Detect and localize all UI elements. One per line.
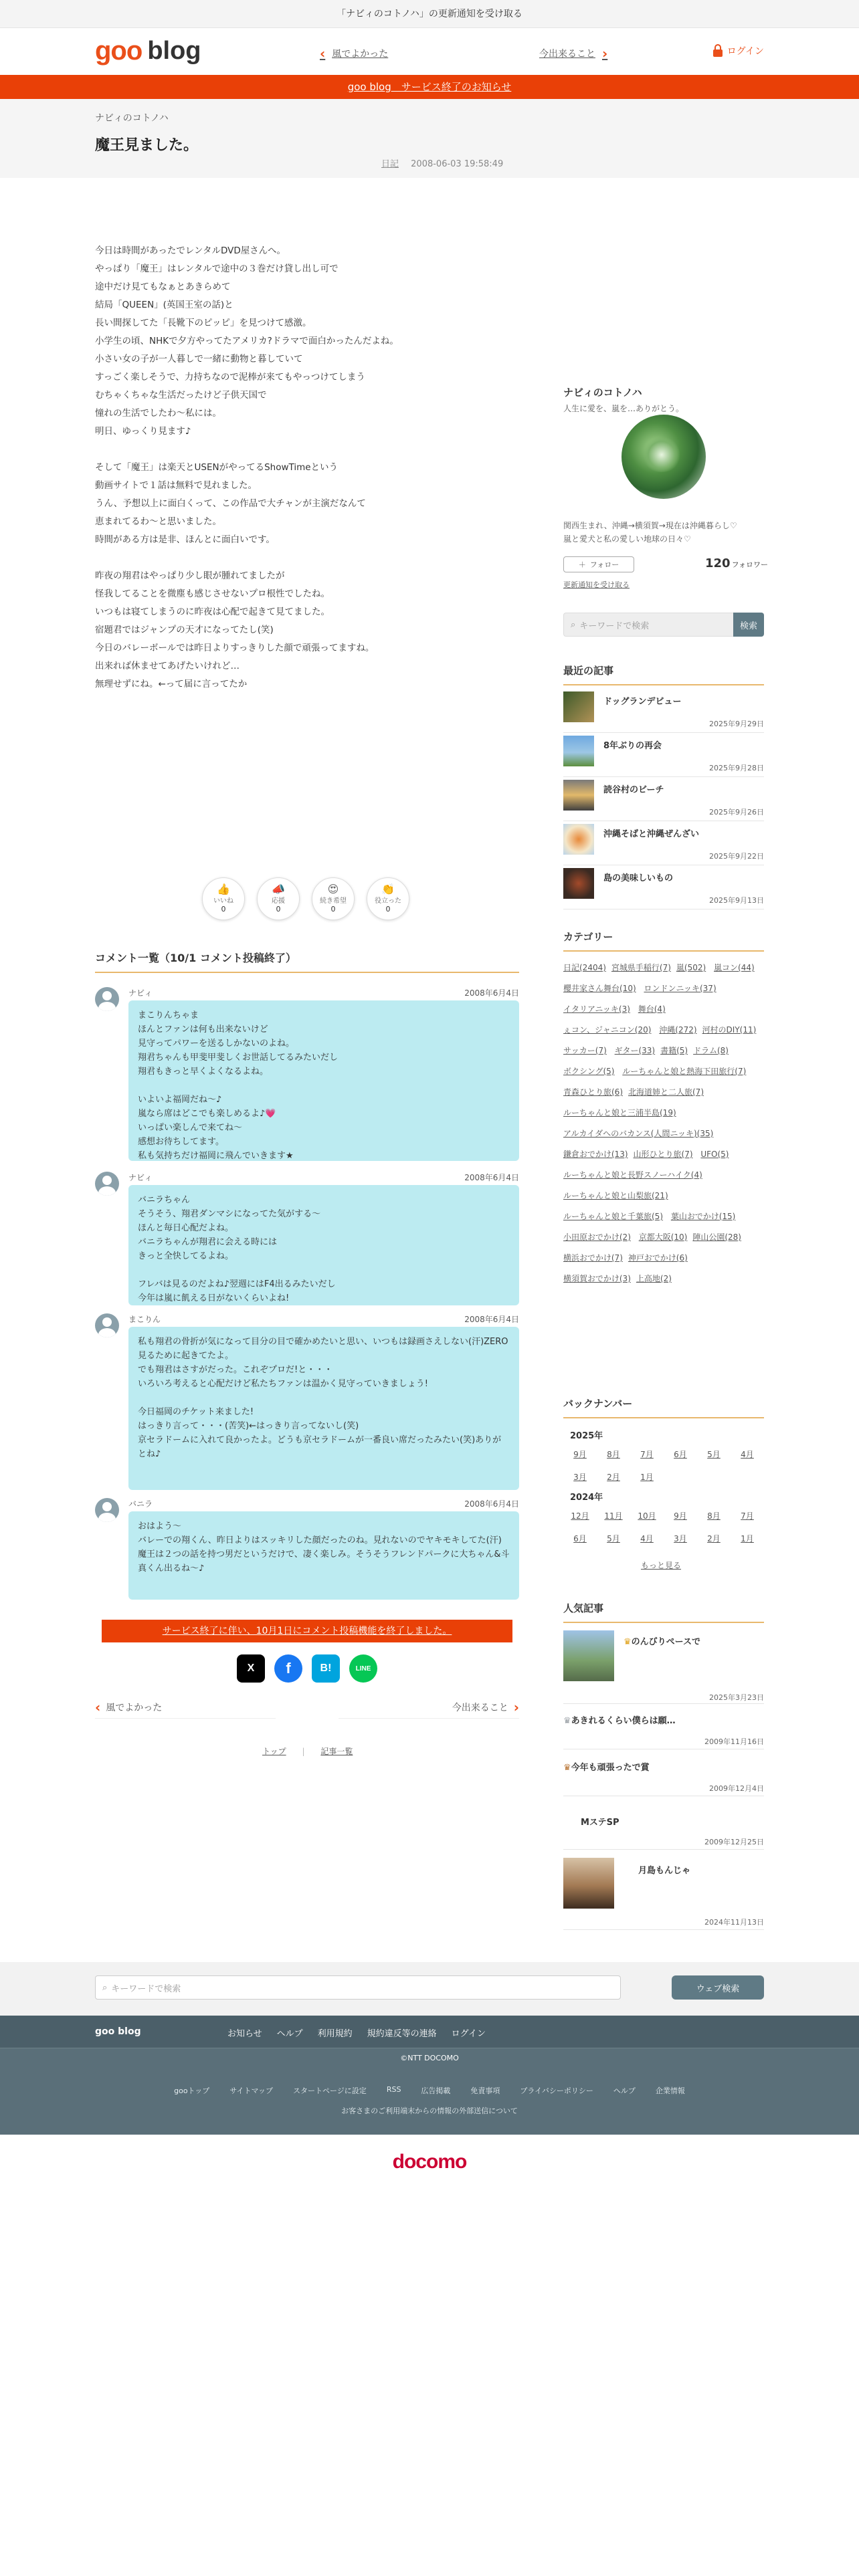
profile-name: ナビィのコトノハ bbox=[563, 387, 642, 399]
web-search-button[interactable]: ウェブ検索 bbox=[672, 1975, 764, 2000]
recent-date: 2025年9月28日 bbox=[709, 764, 764, 772]
goo-footer-link[interactable]: プライバシーポリシー bbox=[520, 2086, 593, 2095]
category-link[interactable]: ギター(33) bbox=[614, 1046, 656, 1055]
header-next-label: 今出来ること bbox=[539, 49, 595, 60]
recent-title: 沖縄そばと沖縄ぜんざい bbox=[603, 829, 700, 839]
reaction-label: 役立った bbox=[375, 897, 401, 905]
recent-thumb bbox=[563, 868, 594, 899]
month-link[interactable]: 9月 bbox=[674, 1511, 687, 1521]
follow-label: フォロー bbox=[589, 560, 619, 569]
month-link[interactable]: 8月 bbox=[707, 1511, 721, 1521]
search-icon: ⌕ bbox=[571, 619, 576, 630]
popular-thumb bbox=[563, 1858, 614, 1909]
category-link[interactable]: ボクシング(5) bbox=[563, 1067, 615, 1076]
category-link[interactable]: 葉山おでかけ(15) bbox=[670, 1212, 736, 1221]
sidebar-search-placeholder: キーワードで検索 bbox=[579, 621, 650, 631]
entry-datetime: 2008-06-03 19:58:49 bbox=[411, 159, 504, 169]
comment-author: バニラ bbox=[128, 1499, 153, 1509]
login-label: ログイン bbox=[727, 46, 764, 57]
category-link[interactable]: 櫻井家さん舞台(10) bbox=[563, 984, 636, 993]
backnumber-row bbox=[563, 1471, 764, 1483]
recent-thumb bbox=[563, 824, 594, 855]
month-link[interactable]: 2月 bbox=[607, 1473, 620, 1482]
header-prev-label: 風でよかった bbox=[332, 49, 389, 60]
comment-text: おはよう〜 バレーでの翔くん、昨日よりはスッキリした顔だったのね。見れないのでヤキモキしてた(汗) 魔王は２つの話を持つ男だというだけで、凄く楽しみ。そうそうフレンドパークに大ちゃん&斗真くん出るね〜♪ bbox=[128, 1511, 519, 1600]
reaction-label: いいね bbox=[213, 897, 233, 905]
goo-footer-link[interactable]: 免責事項 bbox=[470, 2086, 500, 2095]
category-link[interactable]: ルーちゃんと娘と三浦半島(19) bbox=[563, 1108, 676, 1117]
update-notify-bar[interactable] bbox=[0, 0, 859, 28]
popular-title-text: あきれるくらい僕らは願… bbox=[571, 1716, 676, 1726]
avatar bbox=[95, 1313, 119, 1337]
popular-date: 2024年11月13日 bbox=[704, 1918, 764, 1927]
follower-number: 120 bbox=[705, 556, 731, 570]
popular-heading: 人気記事 bbox=[563, 1601, 764, 1623]
backnumber-heading: バックナンバー bbox=[563, 1396, 764, 1418]
bottom-search-placeholder: キーワードで検索 bbox=[111, 1983, 181, 1994]
month-link[interactable]: 3月 bbox=[674, 1534, 687, 1543]
month-link[interactable]: 1月 bbox=[741, 1534, 754, 1543]
popular-title bbox=[563, 1713, 676, 1726]
recent-thumb bbox=[563, 780, 594, 811]
category-link[interactable]: 書籍(5) bbox=[660, 1046, 688, 1055]
category-link[interactable]: UFO(5) bbox=[700, 1150, 729, 1159]
popular-title: MステSP bbox=[581, 1818, 619, 1828]
month-link[interactable]: 6月 bbox=[573, 1534, 587, 1543]
reaction-cheer[interactable] bbox=[257, 877, 300, 920]
category-link[interactable]: サッカー(7) bbox=[563, 1046, 607, 1055]
month-link[interactable]: 3月 bbox=[573, 1473, 587, 1482]
chevron-left-icon: ‹ bbox=[95, 1699, 101, 1715]
entry-category[interactable]: 日記 bbox=[381, 159, 399, 169]
footer-links bbox=[227, 2026, 486, 2039]
reaction-useful[interactable] bbox=[367, 877, 409, 920]
reaction-more[interactable] bbox=[312, 877, 355, 920]
recent-item[interactable] bbox=[563, 868, 764, 909]
category-link[interactable]: 日記(2404) bbox=[563, 963, 606, 972]
goo-footer-link[interactable]: 広告掲載 bbox=[421, 2086, 451, 2095]
recent-thumb bbox=[563, 736, 594, 766]
category-link[interactable]: 鎌倉おでかけ(13) bbox=[563, 1150, 628, 1159]
avatar bbox=[95, 1498, 119, 1522]
goo-footer-link[interactable]: RSS bbox=[386, 2085, 401, 2094]
category-link[interactable]: 嵐コン(44) bbox=[714, 963, 755, 972]
comment-text: まこりんちゃま ほんとファンは何も出来ないけど 見守ってパワーを送るしかないのよね。 翔君ちゃんも甲斐甲斐しくお世話してるみたいだし 翔君もきっと早くよくなるよね。 いよいよ福岡だね〜♪ 嵐なら席はどこでも楽しめるよ♪💗 いっぱい楽しんで来てね〜 感想お待ちしてます。 私も気持ちだけ福岡に飛んでいきます★ bbox=[128, 1000, 519, 1161]
recent-title: 8年ぶりの再会 bbox=[603, 741, 662, 751]
category-link[interactable]: 陣山公園(28) bbox=[692, 1232, 741, 1242]
entry-title: 魔王見ました。 bbox=[95, 137, 199, 154]
category-link[interactable]: 宮城県手稲行(7) bbox=[611, 963, 671, 972]
chevron-right-icon: › bbox=[513, 1699, 519, 1715]
site-header bbox=[0, 28, 859, 75]
category-link[interactable]: ルーちゃんと娘と千葉旅(5) bbox=[563, 1212, 663, 1221]
more-link[interactable]: もっと見る bbox=[641, 1561, 682, 1570]
entry-header bbox=[0, 99, 859, 178]
comment-item bbox=[95, 987, 519, 1162]
goo-footer-link[interactable]: gooトップ bbox=[174, 2086, 210, 2095]
popular-item[interactable] bbox=[563, 1709, 764, 1749]
comment-date: 2008年6月4日 bbox=[464, 1499, 519, 1509]
recent-date: 2025年9月29日 bbox=[709, 720, 764, 728]
chevron-left-icon: ‹ bbox=[320, 45, 326, 62]
month-link[interactable]: 6月 bbox=[674, 1450, 687, 1459]
backnumber-row bbox=[563, 1533, 764, 1544]
category-link[interactable]: ルーちゃんと娘と山梨旅(21) bbox=[563, 1191, 668, 1200]
popular-thumb bbox=[563, 1630, 614, 1681]
reaction-count: 0 bbox=[385, 905, 391, 914]
pager-next-label: 今出来ること bbox=[452, 1702, 508, 1713]
entry-meta bbox=[381, 156, 503, 169]
popular-date: 2009年12月25日 bbox=[704, 1838, 764, 1846]
recent-date: 2025年9月22日 bbox=[709, 852, 764, 861]
month-link[interactable]: 5月 bbox=[707, 1450, 721, 1459]
category-link[interactable]: ロンドンニッキ(37) bbox=[644, 984, 717, 993]
header-next-link[interactable] bbox=[539, 45, 607, 62]
crown-icon: ♛ bbox=[563, 1716, 571, 1726]
comments-closed-notice[interactable]: サービス終了に伴い、10月1日にコメント投稿機能を終了しました。 bbox=[102, 1620, 512, 1642]
category-link[interactable]: 北海道姉と二人旅(7) bbox=[628, 1087, 704, 1097]
entry-body: 今日は時間があったでレンタルDVD屋さんへ。 やっぱり「魔王」はレンタルで途中の３巻だけ貸し出し可で 途中だけ見てもなぁとあきらめて 結局「QUEEN」(英国王室の話)と 長い間探してた「長靴下のピッピ」を見つけて感激。 小学生の頃、NHKで夕方やってたアメリカ?ドラマで面白かったんだよね。 小さい女の子が一人暮しで一緒に動物と暮していて すっごく楽しそうで、力持ちなので泥棒が来てもやっつけてしまう むちゃくちゃな生活だったけど子供天国で 憧れの生活でしたわ〜私には。 明日、ゆっくり見ます♪ そして「魔王」は楽天とUSENがやってるShowTimeという 動画サイトで１話は無料で見れました。 うん、予想以上に面白くって、この作品で大チャンが主演だなんて 恵まれてるわ〜と思いました。 時間がある方は是非、ほんとに面白いです。 昨夜の翔君はやっぱり少し眼が腫れてましたが 怪我してることを微塵も感じさせないプロ根性でしたね。 いつもは寝てしまうのに昨夜は心配で起きて見てました。 宿題君ではジャンプの天才になってたし(笑) 今日のバレーボールでは昨日よりすっきりした顔で頑張ってますね。 出来れば休ませてあげたいけれど… 無理せずにね。←って届に言ってたか bbox=[95, 245, 399, 689]
category-list bbox=[563, 958, 764, 1289]
category-link[interactable]: 舞台(4) bbox=[638, 1004, 666, 1014]
month-link[interactable]: 8月 bbox=[607, 1450, 620, 1459]
footer-link[interactable]: お知らせ bbox=[227, 2029, 262, 2039]
recent-heading: 最近の記事 bbox=[563, 663, 764, 685]
category-link[interactable]: ルーちゃんと娘と長野スノーハイク(4) bbox=[563, 1170, 702, 1180]
goo-footer bbox=[0, 2068, 859, 2135]
recent-item[interactable] bbox=[563, 736, 764, 777]
month-link[interactable]: 7月 bbox=[640, 1450, 654, 1459]
goo-footer-link[interactable]: 企業情報 bbox=[655, 2086, 685, 2095]
category-link[interactable]: 上高地(2) bbox=[636, 1274, 672, 1283]
month-link[interactable]: 7月 bbox=[741, 1511, 754, 1521]
recent-title: ドッグランデビュー bbox=[603, 697, 682, 707]
share-facebook-icon[interactable]: f bbox=[274, 1654, 302, 1683]
goo-footer-link[interactable]: サイトマップ bbox=[229, 2086, 274, 2095]
category-link[interactable]: 嵐(502) bbox=[676, 963, 706, 972]
popular-title bbox=[624, 1634, 700, 1647]
comment-item bbox=[95, 1172, 519, 1305]
profile-description: 関西生まれ、沖縄→横須賀→現在は沖縄暮らし♡ 嵐と愛犬と私の愛しい地球の日々♡ bbox=[563, 521, 737, 544]
reaction-like[interactable] bbox=[202, 877, 245, 920]
sidebar-search-input[interactable] bbox=[563, 613, 733, 637]
docomo-logo[interactable] bbox=[0, 2135, 859, 2189]
pager-prev[interactable] bbox=[95, 1696, 276, 1719]
share-hatena-icon[interactable]: B! bbox=[312, 1654, 340, 1683]
profile-tagline: 人生に愛を、嵐を…ありがとう。 bbox=[563, 404, 684, 413]
external-transmission-note[interactable]: お客さまのご利用端末からの情報の外部送信について bbox=[341, 2107, 518, 2115]
profile-avatar[interactable] bbox=[622, 415, 706, 499]
goo-footer-link[interactable]: スタートページに設定 bbox=[293, 2086, 367, 2095]
popular-title bbox=[563, 1760, 650, 1773]
backnumber-row bbox=[563, 1448, 764, 1460]
bottom-search-input[interactable] bbox=[95, 1975, 621, 2000]
pager-next[interactable] bbox=[339, 1696, 519, 1719]
popular-date: 2009年12月4日 bbox=[709, 1784, 764, 1793]
notify-link[interactable]: 更新通知を受け取る bbox=[563, 580, 630, 589]
comment-author: ナビィ bbox=[128, 1173, 153, 1182]
pager-prev-label: 風でよかった bbox=[106, 1702, 163, 1713]
footer-link[interactable]: ヘルプ bbox=[276, 2029, 303, 2039]
popular-title-text: 今年も頑張ったで賞 bbox=[571, 1763, 650, 1773]
reaction-count: 0 bbox=[276, 905, 281, 914]
month-link[interactable]: 1月 bbox=[640, 1473, 654, 1482]
update-notify-text[interactable]: 「ナビィのコトノハ」の更新通知を受け取る bbox=[337, 9, 522, 19]
category-link[interactable]: ルーちゃんと娘と熱海下田旅行(7) bbox=[622, 1067, 747, 1076]
comment-author: まこりん bbox=[128, 1315, 161, 1324]
popular-item[interactable] bbox=[563, 1629, 764, 1704]
reaction-count: 0 bbox=[330, 905, 336, 914]
blog-footer bbox=[0, 2016, 859, 2048]
category-link[interactable]: 神戸おでかけ(6) bbox=[628, 1253, 688, 1263]
footer-link[interactable]: 規約違反等の連絡 bbox=[367, 2029, 437, 2039]
month-link[interactable]: 2月 bbox=[707, 1534, 721, 1543]
heart-eyes-icon: 😍 bbox=[327, 883, 339, 895]
comment-date: 2008年6月4日 bbox=[464, 1173, 519, 1182]
backnumber-year: 2024年 bbox=[570, 1493, 603, 1503]
footer-logo[interactable]: goo blog bbox=[95, 2026, 141, 2037]
popular-date: 2025年3月23日 bbox=[709, 1693, 764, 1702]
reaction-buttons bbox=[202, 877, 409, 920]
month-link[interactable]: 4月 bbox=[741, 1450, 754, 1459]
clap-icon: 👏 bbox=[381, 883, 395, 895]
plus-icon: ＋ bbox=[578, 560, 586, 569]
category-link[interactable]: 京都大阪(10) bbox=[638, 1232, 688, 1242]
follow-button[interactable] bbox=[563, 556, 634, 572]
recent-title: 島の美味しいもの bbox=[603, 873, 674, 883]
month-link[interactable]: 4月 bbox=[640, 1534, 654, 1543]
recent-date: 2025年9月26日 bbox=[709, 808, 764, 817]
month-link[interactable]: 11月 bbox=[604, 1511, 623, 1521]
category-heading: カテゴリー bbox=[563, 930, 764, 952]
crown-icon: ♛ bbox=[563, 1763, 571, 1773]
comments-heading: コメント一覧（10/1 コメント投稿終了） bbox=[95, 950, 519, 973]
category-link[interactable]: 横浜おでかけ(7) bbox=[563, 1253, 623, 1263]
category-link[interactable]: ドラム(8) bbox=[693, 1046, 729, 1055]
share-buttons bbox=[237, 1654, 377, 1683]
comment-text: バニラちゃん そうそう、翔君ダンマシになってた気がする〜 ほんと毎日心配だよね。 バニラちゃんが翔君に会える時には きっと全快してるよね。 フレバは見るのだよね♪翌週にはF4出るみたいだし 今年は嵐に飢える日がないくらいよね! bbox=[128, 1185, 519, 1305]
recent-date: 2025年9月13日 bbox=[709, 896, 764, 905]
backnumber-year: 2025年 bbox=[570, 1431, 603, 1441]
avatar bbox=[95, 1172, 119, 1196]
recent-item[interactable] bbox=[563, 824, 764, 865]
chevron-right-icon: › bbox=[602, 45, 608, 62]
service-end-notice-text[interactable]: goo blog サービス終了のお知らせ bbox=[347, 81, 512, 93]
category-link[interactable]: 山形ひとり旅(7) bbox=[633, 1150, 693, 1159]
logo-goo: goo bbox=[95, 35, 142, 66]
comment-author: ナビィ bbox=[128, 988, 153, 998]
footer-link[interactable]: 利用規約 bbox=[317, 2029, 353, 2039]
goo-footer-links bbox=[0, 2085, 859, 2096]
month-link[interactable]: 5月 bbox=[607, 1534, 620, 1543]
entry-foot-links: トップ | 記事一覧 bbox=[262, 1747, 353, 1756]
bottom-search bbox=[0, 1962, 859, 2016]
follower-count bbox=[705, 556, 768, 570]
category-link[interactable]: 河村のDIY(11) bbox=[702, 1025, 757, 1035]
share-line-icon[interactable]: LINE bbox=[349, 1654, 377, 1683]
comment-item bbox=[95, 1498, 519, 1598]
sidebar-search bbox=[563, 613, 764, 637]
thumbs-up-icon: 👍 bbox=[217, 883, 230, 895]
category-link[interactable]: 小田原おでかけ(2) bbox=[563, 1232, 631, 1242]
popular-item[interactable] bbox=[563, 1806, 764, 1850]
reaction-label: 応援 bbox=[272, 897, 285, 905]
header-prev-link[interactable] bbox=[320, 45, 388, 62]
recent-item[interactable] bbox=[563, 691, 764, 733]
recent-thumb bbox=[563, 691, 594, 722]
popular-title-text: のんびりペースで bbox=[631, 1637, 701, 1647]
category-link[interactable]: 横須賀おでかけ(3) bbox=[563, 1274, 631, 1283]
category-link[interactable]: 青森ひとり旅(6) bbox=[563, 1087, 623, 1097]
share-x-icon[interactable]: X bbox=[237, 1654, 265, 1683]
recent-item[interactable] bbox=[563, 780, 764, 821]
top-link[interactable]: トップ bbox=[262, 1747, 286, 1756]
lock-icon bbox=[712, 44, 723, 58]
comment-date: 2008年6月4日 bbox=[464, 988, 519, 998]
blog-name[interactable]: ナビィのコトノハ bbox=[95, 113, 169, 124]
service-end-notice[interactable] bbox=[0, 75, 859, 99]
month-link[interactable]: 10月 bbox=[638, 1511, 656, 1521]
copyright: ©NTT DOCOMO bbox=[0, 2048, 859, 2068]
docomo-logo-text: docomo bbox=[392, 2151, 467, 2173]
category-link[interactable]: ぇコン、ジャニコン(20) bbox=[563, 1025, 652, 1035]
category-link[interactable]: 沖縄(272) bbox=[659, 1025, 697, 1035]
comment-date: 2008年6月4日 bbox=[464, 1315, 519, 1324]
logo-blog: blog bbox=[147, 36, 201, 65]
megaphone-icon: 📣 bbox=[272, 883, 285, 895]
category-link[interactable]: イタリアニッキ(3) bbox=[563, 1004, 630, 1014]
comment-item bbox=[95, 1313, 519, 1490]
recent-title: 読谷村のビーチ bbox=[603, 785, 664, 795]
crown-icon: ♛ bbox=[624, 1637, 632, 1647]
popular-title: 月島もんじゃ bbox=[638, 1866, 691, 1876]
comment-text: 私も翔君の骨折が気になって目分の目で確かめたいと思い、いつもは録画さえしない(汗)ZERO見るために起きてたよ。 でも翔君はさすがだった。これぞプロだ!と・・・ いろいろ考えると心配だけど私たちファンは温かく見守っていきましょう! 今日福岡のチケット来ました! はっきり言って・・・(苦笑)←はっきり言ってないし(笑) 京セラドームに入れて良かったよ。どうも京セラドームが一番良い席だったみたい(笑)ありがとね♪ bbox=[128, 1327, 519, 1490]
sidebar-search-button[interactable]: 検索 bbox=[733, 613, 764, 637]
footer-link[interactable]: ログイン bbox=[451, 2029, 486, 2039]
goo-blog-logo[interactable] bbox=[95, 37, 201, 64]
avatar bbox=[95, 987, 119, 1011]
follower-unit: フォロワー bbox=[731, 560, 769, 569]
article-list-link[interactable]: 記事一覧 bbox=[320, 1747, 353, 1756]
popular-item[interactable] bbox=[563, 1856, 764, 1930]
month-link[interactable]: 12月 bbox=[571, 1511, 589, 1521]
goo-footer-link[interactable]: ヘルプ bbox=[613, 2086, 636, 2095]
search-icon: ⌕ bbox=[102, 1982, 108, 1993]
reaction-count: 0 bbox=[221, 905, 226, 914]
backnumber-row bbox=[563, 1510, 764, 1521]
login-link[interactable] bbox=[712, 44, 764, 58]
popular-date: 2009年11月16日 bbox=[704, 1737, 764, 1746]
category-link[interactable]: アルカイダへのバカンス(人間ニッキ)(35) bbox=[563, 1129, 714, 1138]
popular-item[interactable] bbox=[563, 1756, 764, 1796]
month-link[interactable]: 9月 bbox=[573, 1450, 587, 1459]
reaction-label: 続き希望 bbox=[320, 897, 347, 905]
